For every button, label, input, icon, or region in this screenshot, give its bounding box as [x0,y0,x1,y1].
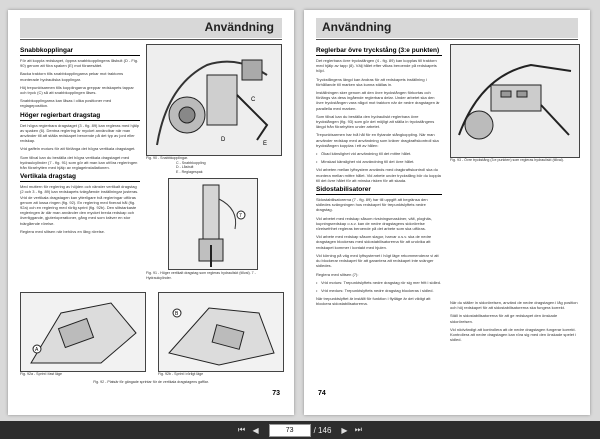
paragraph: Sidostabilisatorerna (7 - fig. 89) har till uppgift att begränsa den sidledes svängningen hos redskapet för trepunktslyftets nedre dragstag. [316,197,428,213]
first-page-icon[interactable]: ⏮ [237,425,246,434]
page-pager [269,424,332,437]
paragraph: För att koppla redskapet, öppna snabbkopplingens låsbult (D - Fig. 90) genom att föra spaken (E) mot föraresätet. [20,58,139,69]
paragraph: Backa traktorn tills snabbkopplingarna pekar mot traktorns monterade hydrauliska kopplingar. [20,71,124,82]
figure-92b-caption: Fig. 92b - Sprint i rörligt läge [158,372,204,376]
paragraph: Som tillval kan du beställa det högra vertikala dragstaget med hydraulcylinder (7 - fig. 91) som gör att man kan utföra regleringen från förarhytten med hjälp av reglageinstallationen. [20,154,138,171]
paragraph: Reglera med slitsen (7): [316,271,359,277]
section-title: Vertikala dragstag [20,173,140,182]
text-column-left [20,44,140,237]
page-number-input[interactable]: 73 [269,424,311,437]
last-page-icon[interactable]: ⏭ [354,425,362,434]
bullet-item: • Vrid moturs: Trepunktslyftets nedre dragstag rör sig mer fritt i sidled. [316,280,442,285]
page-header-bar [20,18,282,38]
paragraph: Reglera med slitsen när behövs en lång rörelse. [20,228,105,234]
figure-93-caption: Fig. 93 - Övre tryckstång (3:e punkten) som regleras hydrauliskt (tillval). [450,158,564,162]
paragraph: Det reglerbara övre tryckstången (4 - fig. 89) kan kopplas till traktorn med hjälp av tapp (8). Välj hålet efter vilkas beroende på redskapets höjd. [316,58,437,74]
page-74 [304,10,590,415]
figure-92-caption: Fig. 92 - Platsär för gängade sprintar för de vertikala dragstagens gafflar. [93,380,209,384]
text-column-left [316,44,442,310]
page-header-bar [316,18,578,38]
paragraph: Tryckstångens längd kan ändras för att redskapets inställning i förhållande till marken ska kunna ställas in. [316,76,427,87]
paragraph: Ställ in sidostabilisatorerna för att ge redskapet den önskade sidorörelsen. [450,313,558,324]
paragraph: Det högra regierbara dragstaget (3 - fig. 89) kan regleras med hjälp av spaken (6). Dentna reglering är mycket användbar när man använder till att ställa redskapet beroende på det typ av jord eller redskap. [20,122,139,144]
legend-item: C - Snabbkoppling [176,160,206,165]
legend-item: E - Reglagespak [176,169,203,174]
section-title: Snabbkopplingar [20,47,140,56]
previous-page-icon[interactable]: ◀ [252,425,259,435]
svg-text:A: A [35,347,39,353]
svg-text:C: C [251,97,256,103]
figure-92a [20,292,146,372]
svg-text:D: D [221,137,226,143]
page-header-title: Användning [204,20,274,34]
bullet-item: • Vrid medurs: Trepunktslyftets nedre dragstag blockeras i sidled. [316,288,442,293]
paragraph: Vid arbeten mellan lyftsystem används med dragkraftskontroll ska du montera mellan mittre hålet. Vid arbete under tryckstång bör du koppla till det övre hålet för att minska risken för att skada. [316,167,441,183]
page-number: 73 [272,390,280,397]
paragraph: Vid arbetet med redskap såsom rivsiningsmaskiner, vält, ploghäs, kupningsredskap o.s.v. kan de nedre dragstagens sidorörelse röreisefrihet regleras beroende på det arbete som ska utföras. [316,215,432,232]
paragraph: När trepunktslyftet är inställt för funktion i flytläge är det viktigt att blockera sidostabilisatorerna. [316,296,431,307]
section-title: Sidostabilisatorer [316,186,442,195]
figure-91 [168,178,258,270]
page-header-title: Användning [322,20,392,34]
page-number: 74 [318,390,326,397]
figure-92a-caption: Fig. 92a - Sprint i fast läge [20,372,62,376]
paragraph: Vid körning på väg med lyftsystemet i högt läge rekommenderar vi att du blockerar redskapet för att garantera att redskapet inte svänger sidledes. [316,252,439,269]
paragraph: Trepunktsarmen har två hål för en flytande stångkoppling. När man använder redskap med användning som kräver dragkraftskontroll ska tryckstången kopplas i ett av hålen: [316,132,439,148]
page-total: / 146 [313,425,332,435]
paragraph: Höj trepunktsarmen tills kopplingarna greppar redskapets tappar och tryck (C) så att snabbkopplingen låses. [20,84,134,96]
paragraph: Som tillval kan du beställa den hydrauliskt reglerbara övre tryckstången (fig. 93) som gör det möjligt att ställa in tryckstångens längd från förarhytten under arbetet. [316,113,435,130]
paragraph: Vrid gaffeln moturs för att förlänga det högra vertikala dragstaget. [20,146,136,152]
movable-pin-illustration [159,293,283,371]
top-link-illustration [451,45,579,157]
svg-text:B: B [175,311,179,317]
section-title: Reglerbar övre tryckstång (3:e punkten) [316,47,442,56]
page-73 [8,10,294,415]
paragraph: Med muttern för reglering av höjden och vänster vertikalt dragstag (2 och 3 - fig. 89) kan redskapets tvärgående inställningar justeras. Vrid de vertikala dragstagen kan ytterligare två regleringar utföras genom att lossa ringen (fig. 92). En reglering med fixerad hål (fig. 92a) och en reglering med rörlig sprint (fig. 92b). Den slitstarkaste regleringen är där man använder den mycket breda redskap och överliggande, gjuterioperationer, gång med som kräver en stor tvärgående rörelse. [20,184,139,226]
section-title: Höger regierbart dragstag [20,112,140,121]
figure-90-caption [146,156,280,174]
paragraph: Inställningen sker genom att den övre tryckstången förkortas och förlängs via dess ingående reglerbara delar. Under arbetet ska den övre tryckstången vara något mot traktorn när de nedre dragstagen är parallella med marken. [316,90,440,111]
paragraph: Vid arbete med redskap såsom slagor, harvar o.s.v. ska de nedre dragstagen blockeras med sidostabilisatorerna för att undvika att redskapet kommer i kontakt med hjulen. [316,234,432,250]
caption-text: Fig. 90 - Snabbkopplingar. [146,156,188,160]
viewer-toolbar [0,421,600,439]
hydraulic-cylinder-illustration [169,179,257,269]
paragraph: När du ställer in sidorörelsen, använd de nedre dragstagen i låg position och höj redskapet för att sidostabilisatorerna ska fungera korrekt. [450,300,578,311]
tractor-hitch-illustration [147,45,281,155]
paragraph: Vid nödvändigt att kontrollera att de nedre dragstagen fungerar korrekt. Kontrollera att nedre dragstagen kan röra sig med den önskade spelet i sidled. [450,326,577,343]
text-column-right [450,300,578,345]
svg-text:7: 7 [239,213,242,219]
figure-90 [146,44,282,156]
figure-91-caption: Fig. 91 - Höger vertikalt dragstag som regleras hydrauliskt (tillval). 7 - Hydraulcylinder. [146,271,256,280]
figure-93 [450,44,580,158]
header-rule [20,39,282,40]
bullet-item: • Minskad känslighet vid användning till det övre hålet. [316,159,442,164]
svg-text:E: E [263,141,268,147]
figure-92b [158,292,284,372]
paragraph: Snabbkopplingarna kan låsas i olika positioner med reglageposition. [20,98,112,109]
bullet-item: • Ökad känslighet vid användning till det mittre hålet. [316,151,442,156]
fixed-pin-illustration [21,293,145,371]
header-rule [316,39,578,40]
legend-item: D - Låsbult [176,165,194,170]
next-page-icon[interactable]: ▶ [341,425,348,435]
